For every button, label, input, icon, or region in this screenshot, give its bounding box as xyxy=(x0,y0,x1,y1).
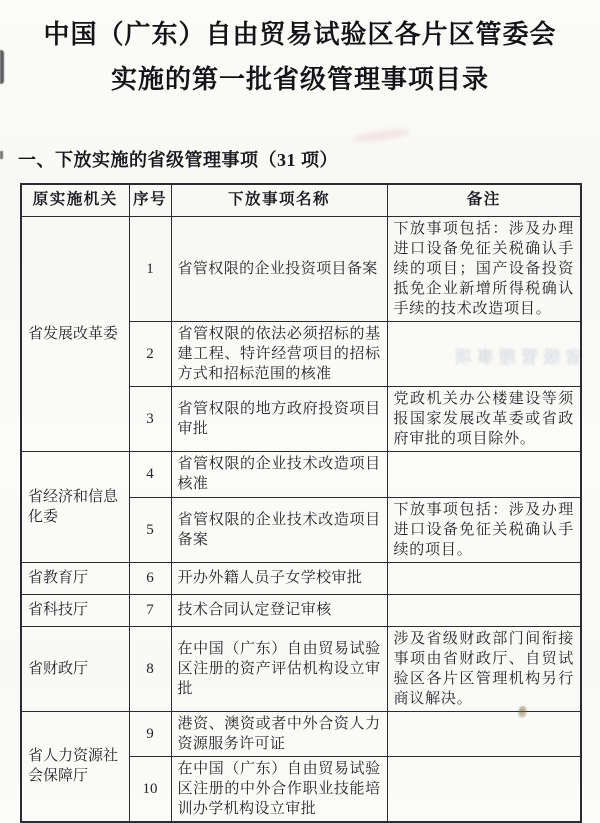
item-name-cell: 省管权限的地方政府投资项目审批 xyxy=(171,386,387,451)
document-title xyxy=(10,12,590,102)
org-cell: 省财政厅 xyxy=(21,626,129,711)
note-cell: 党政机关办公楼建设等须报国家发展改革委或省政府审批的项目除外。 xyxy=(387,386,581,451)
document-title-line-2: 实施的第一批省级管理事项目录 xyxy=(110,65,489,94)
scan-edge-mark-small xyxy=(0,151,3,159)
table-row xyxy=(21,451,581,497)
note-cell xyxy=(387,711,581,756)
items-table-body xyxy=(21,216,581,822)
item-name-cell: 技术合同认定登记审核 xyxy=(171,594,387,626)
scan-smudge xyxy=(352,127,411,144)
note-cell: 涉及省级财政部门间衔接事项由省财政厅、自贸试验区各片区管理机构另行商议解决。 xyxy=(387,626,581,711)
column-header: 序号 xyxy=(129,184,171,216)
scanned-document-page xyxy=(0,12,600,821)
document-title-line-1: 中国（广东）自由贸易试验区各片区管委会 xyxy=(43,20,557,49)
org-cell: 省发展改革委 xyxy=(21,216,129,451)
item-name-cell: 省管权限的依法必须招标的基建工程、特许经营项目的招标方式和招标范围的核准 xyxy=(171,321,387,386)
items-table xyxy=(20,183,582,823)
section-heading: 一、下放实施的省级管理事项（31 项） xyxy=(18,150,338,170)
index-cell: 6 xyxy=(129,562,171,594)
item-name-cell: 开办外籍人员子女学校审批 xyxy=(171,562,387,594)
table-row xyxy=(21,594,581,626)
index-cell: 1 xyxy=(129,216,171,321)
item-name-cell: 省管权限的企业技术改造项目核准 xyxy=(171,451,387,497)
index-cell: 5 xyxy=(129,497,171,562)
table-row xyxy=(21,216,581,321)
index-cell: 10 xyxy=(129,756,171,822)
ink-bleed-ghost-text: 省级管理事项 xyxy=(450,348,582,367)
column-header: 下放事项名称 xyxy=(171,184,387,216)
index-cell: 4 xyxy=(129,451,171,497)
note-cell: 下放事项包括：涉及办理进口设备免征关税确认手续的项目。 xyxy=(387,497,581,562)
org-cell: 省科技厅 xyxy=(21,594,129,626)
index-cell: 9 xyxy=(129,711,171,756)
header-row xyxy=(21,184,581,216)
index-cell: 8 xyxy=(129,626,171,711)
table-row xyxy=(21,711,581,756)
note-cell xyxy=(387,321,581,386)
note-cell xyxy=(387,594,581,626)
item-name-cell: 在中国（广东）自由贸易试验区注册的中外合作职业技能培训办学机构设立审批 xyxy=(171,756,387,822)
item-name-cell: 在中国（广东）自由贸易试验区注册的资产评估机构设立审批 xyxy=(171,626,387,711)
org-cell: 省人力资源社会保障厅 xyxy=(21,711,129,822)
index-cell: 3 xyxy=(129,386,171,451)
scan-edge-mark xyxy=(0,50,4,84)
index-cell: 2 xyxy=(129,321,171,386)
item-name-cell: 省管权限的企业投资项目备案 xyxy=(171,216,387,321)
index-cell: 7 xyxy=(129,594,171,626)
table-row xyxy=(21,626,581,711)
note-cell xyxy=(387,451,581,497)
note-cell xyxy=(387,562,581,594)
note-cell: 下放事项包括：涉及办理进口设备免征关税确认手续的项目；国产设备投资抵免企业新增所得税确认手续的技术改造项目。 xyxy=(387,216,581,321)
table-row xyxy=(21,562,581,594)
org-cell: 省教育厅 xyxy=(21,562,129,594)
items-table-head xyxy=(21,184,581,216)
item-name-cell: 港资、澳资或者中外合资人力资源服务许可证 xyxy=(171,711,387,756)
note-cell xyxy=(387,756,581,822)
item-name-cell: 省管权限的企业技术改造项目备案 xyxy=(171,497,387,562)
column-header: 备注 xyxy=(387,184,581,216)
org-cell: 省经济和信息化委 xyxy=(21,451,129,562)
column-header: 原实施机关 xyxy=(21,184,129,216)
